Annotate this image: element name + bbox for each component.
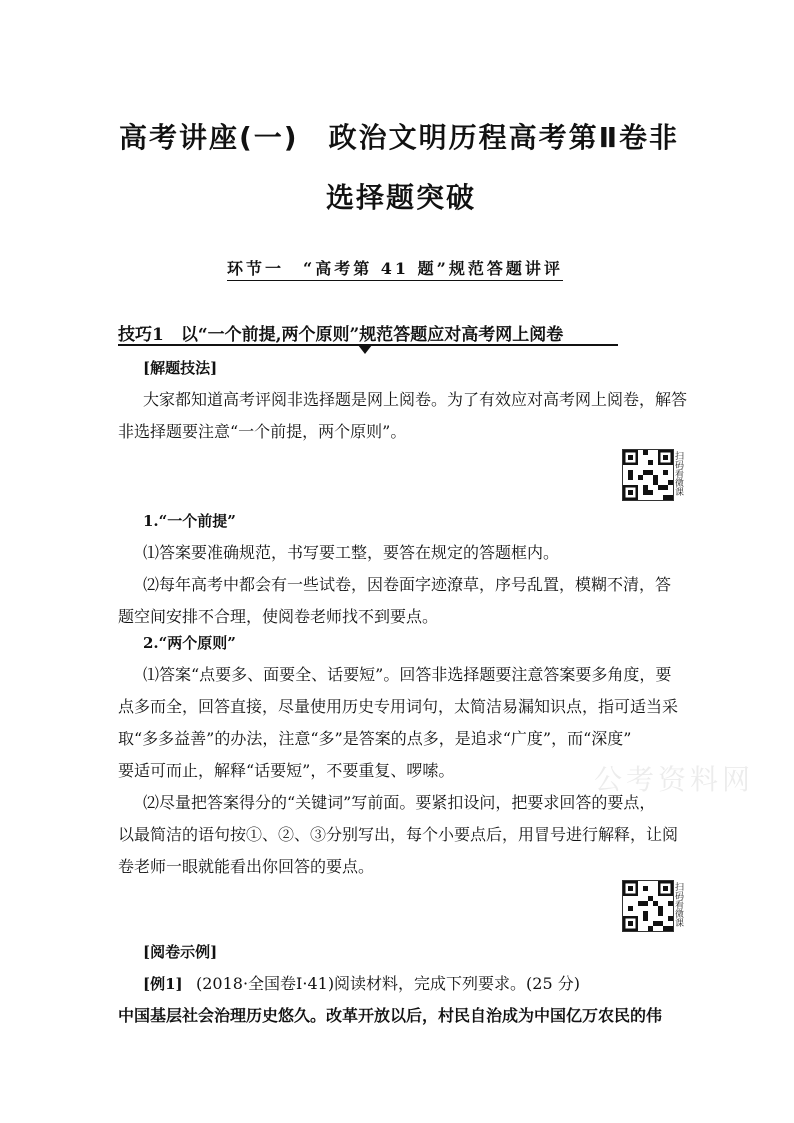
example-label: [阅卷示例]	[143, 943, 218, 961]
premise-item2-line1: ⑵每年高考中都会有一些试卷，因卷面字迹潦草，序号乱置，模糊不清，答	[143, 575, 672, 594]
page-title-line1: 高考讲座(一) 政治文明历程高考第Ⅱ卷非	[119, 121, 680, 154]
watermark: 公考资料网	[594, 763, 755, 796]
qr-code-icon[interactable]	[622, 449, 674, 501]
example-material-line1: 中国基层社会治理历史悠久。改革开放以后，村民自治成为中国亿万农民的伟	[118, 1006, 663, 1025]
premise-heading: 1.“一个前提”	[143, 512, 236, 530]
tip-heading-bar	[118, 318, 618, 346]
premise-item1: ⑴答案要准确规范，书写要工整，要答在规定的答题框内。	[143, 543, 560, 562]
principles-item2-line1: ⑵尽量把答案得分的“关键词”写前面。要紧扣设问，把要求回答的要点，	[143, 793, 656, 812]
qr-caption: 扫码看微课	[673, 882, 683, 927]
qr-code-icon[interactable]	[622, 880, 674, 932]
method-label: [解题技法]	[143, 359, 218, 377]
principles-item1-line1: ⑴答案“点要多、面要全、话要短”。回答非选择题要注意答案要多角度，要	[143, 665, 672, 684]
principles-item1-line3: 取“多多益善”的办法，注意“多”是答案的点多，是追求“广度”，而“深度”	[118, 729, 632, 748]
principles-heading: 2.“两个原则”	[143, 634, 236, 652]
principles-item2-line2: 以最简洁的语句按①、②、③分别写出，每个小要点后，用冒号进行解释，让阅	[118, 825, 679, 844]
method-intro-line2: 非选择题要注意“一个前提，两个原则”。	[118, 422, 407, 441]
heading-marker-triangle	[358, 345, 372, 354]
tip-heading: 技巧1 以“一个前提,两个原则”规范答题应对高考网上阅卷	[118, 325, 564, 345]
example-tag: [例1]	[143, 975, 183, 993]
section-subtitle: 环节一 “高考第 41 题”规范答题讲评	[227, 256, 563, 281]
principles-item1-line2: 点多而全，回答直接，尽量使用历史专用词句，太简洁易漏知识点，指可适当采	[118, 697, 679, 716]
method-intro-line1: 大家都知道高考评阅非选择题是网上阅卷。为了有效应对高考网上阅卷，解答	[143, 390, 688, 409]
example-source: (2018·全国卷Ⅰ·41)阅读材料，完成下列要求。(25 分)	[196, 974, 580, 993]
qr-caption: 扫码看微课	[673, 451, 683, 496]
page-title-line2: 选择题突破	[326, 181, 477, 214]
principles-item2-line3: 卷老师一眼就能看出你回答的要点。	[118, 857, 375, 876]
premise-item2-line2: 题空间安排不合理，使阅卷老师找不到要点。	[118, 607, 439, 626]
principles-item1-line4: 要适可而止，解释“话要短”，不要重复、啰嗦。	[118, 761, 455, 780]
